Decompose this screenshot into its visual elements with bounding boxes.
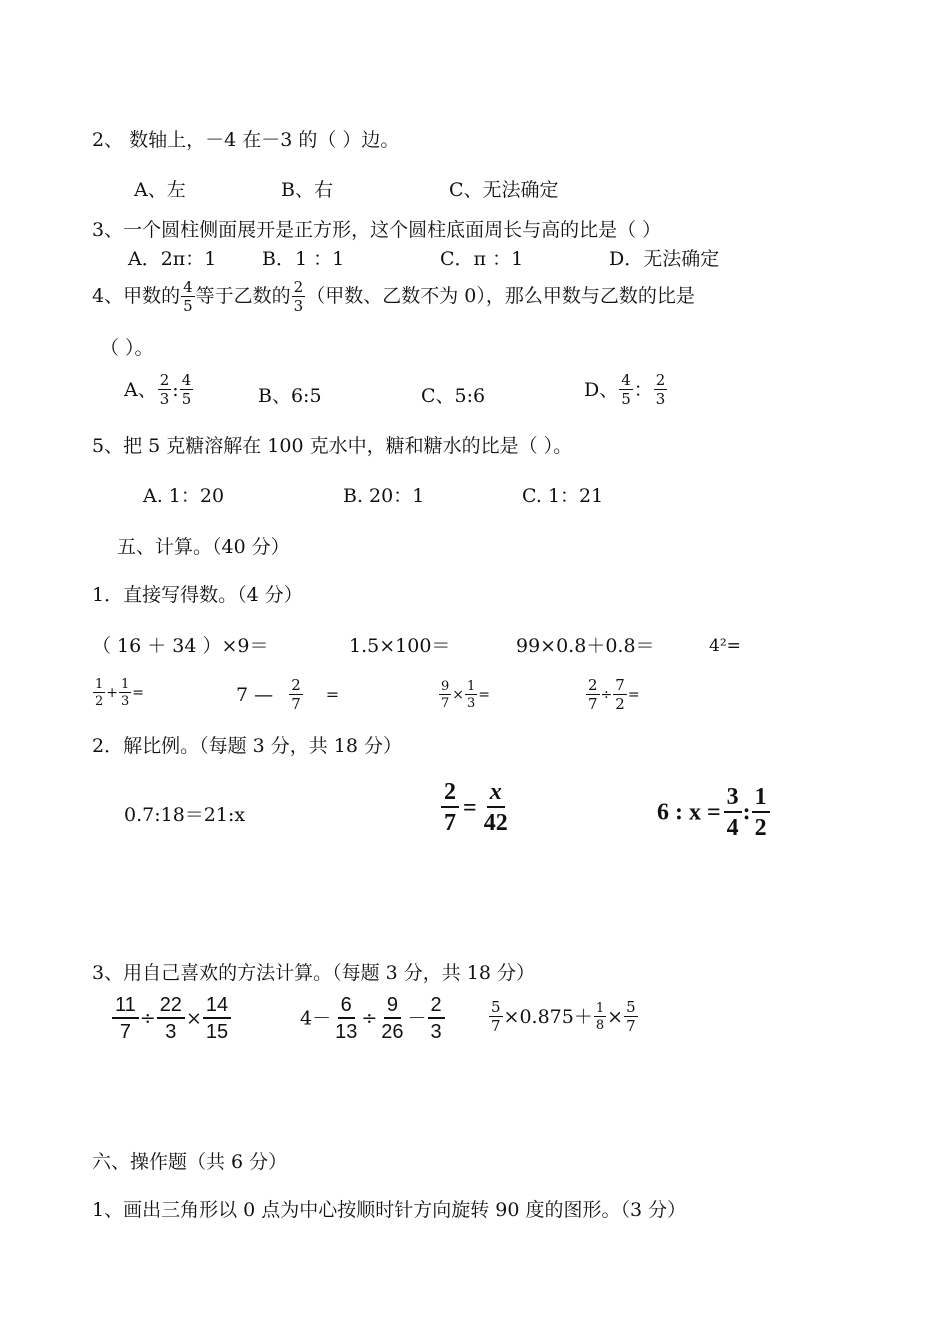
q3-stem: 3、一个圆柱侧面展开是正方形，这个圆柱底面周长与高的比是（ ） bbox=[92, 219, 662, 241]
s5-p1-expr2: 1.5×100＝ bbox=[349, 635, 451, 657]
q4-opt-a-frac2: $\frac{4}{5}$ bbox=[181, 371, 192, 408]
q4-option-a: A、 $\frac{2}{3}$ : $\frac{4}{5}$ bbox=[124, 371, 192, 408]
q5-option-b: B. 20：1 bbox=[343, 485, 425, 507]
s6-p1: 1、画出三角形以 0 点为中心按顺时针方向旋转 90 度的图形。（3 分） bbox=[92, 1199, 687, 1221]
s5-p3-expr3: $\frac{5}{7}$ ×0.875＋ $\frac{1}{8}$ × $\frac{5}{7}$ bbox=[491, 998, 636, 1035]
q5-stem: 5、把 5 克糖溶解在 100 克水中，糖和糖水的比是（ ）。 bbox=[92, 435, 573, 457]
q4-stem bbox=[92, 280, 695, 314]
q4-blank: （ ）。 bbox=[100, 337, 154, 359]
q3-option-d: D．无法确定 bbox=[609, 248, 720, 270]
s5-p1-title: 1．直接写得数。（4 分） bbox=[92, 584, 303, 606]
s5-p1-expr7: $\frac{9}{7}$ × $\frac{1}{3}$ = bbox=[441, 679, 491, 711]
q4-opt-a-frac1: $\frac{2}{3}$ bbox=[159, 371, 170, 408]
section6-title: 六、操作题（共 6 分） bbox=[92, 1151, 288, 1173]
q4-opt-d-frac2: $\frac{2}{3}$ bbox=[655, 371, 666, 408]
s5-p1-expr3: 99×0.8＋0.8＝ bbox=[516, 635, 655, 657]
s5-p1-expr8: $\frac{2}{7}$ ÷ $\frac{7}{2}$ = bbox=[588, 676, 640, 713]
q4-opt-d-frac1: $\frac{4}{5}$ bbox=[621, 371, 631, 408]
q5-option-a: A. 1：20 bbox=[143, 485, 225, 507]
section5-title: 五、计算。（40 分） bbox=[117, 536, 290, 558]
s5-p2-eq1: 0.7:18＝21:x bbox=[124, 804, 246, 826]
q3-option-a: A．2π：1 bbox=[128, 248, 217, 270]
q4-option-b: B、6:5 bbox=[258, 385, 322, 407]
s5-p3-expr2: 4－ $\frac{6}{13}$ ÷ $\frac{9}{26}$ － $\frac{2}{3}$ bbox=[300, 995, 446, 1042]
s5-p2-eq2: $\frac{2}{7}$ = $\frac{x}{42}$ bbox=[440, 780, 512, 835]
q3-option-c: C．π ：1 bbox=[440, 248, 524, 270]
q4-prefix: 4、甲数的 bbox=[92, 285, 181, 307]
s5-p3-title: 3、用自己喜欢的方法计算。（每题 3 分，共 18 分） bbox=[92, 962, 536, 984]
s5-p1-expr1: （ 16 ＋ 34 ）×9＝ bbox=[92, 635, 269, 657]
q5-option-c: C. 1：21 bbox=[522, 485, 604, 507]
q4-fraction-a: $\frac{4}{5}$ bbox=[183, 278, 193, 315]
q4-mid: 等于乙数的 bbox=[195, 285, 291, 307]
q3-option-b: B．1 ：1 bbox=[262, 248, 345, 270]
q2-option-c: C、无法确定 bbox=[449, 179, 559, 201]
q4-option-d: D、 $\frac{4}{5}$ ： $\frac{2}{3}$ bbox=[584, 371, 666, 408]
s5-p3-expr1: $\frac{11}{7}$ ÷ $\frac{22}{3}$ × $\frac{14}{15}$ bbox=[111, 995, 232, 1042]
q2-option-b: B、右 bbox=[281, 179, 333, 201]
q2-option-a: A、左 bbox=[134, 179, 186, 201]
s5-p2-eq3: 6 : x = $\frac{3}{4}$ : $\frac{1}{2}$ bbox=[657, 785, 771, 840]
q4-fraction-b: $\frac{2}{3}$ bbox=[293, 278, 304, 315]
s5-p2-title: 2．解比例。（每题 3 分，共 18 分） bbox=[92, 735, 403, 757]
s5-p1-expr4: 4²= bbox=[709, 636, 741, 656]
s5-p1-expr6: 7 — $\frac{2}{7}$ = bbox=[236, 676, 340, 713]
s5-p1-expr5: $\frac{1}{2}$ + $\frac{1}{3}$ = bbox=[95, 677, 145, 709]
q2-stem: 2、 数轴上，－4 在－3 的（ ）边。 bbox=[92, 129, 400, 151]
q4-option-c: C、5:6 bbox=[421, 385, 486, 407]
q4-suffix: （甲数、乙数不为 0），那么甲数与乙数的比是 bbox=[306, 285, 695, 307]
